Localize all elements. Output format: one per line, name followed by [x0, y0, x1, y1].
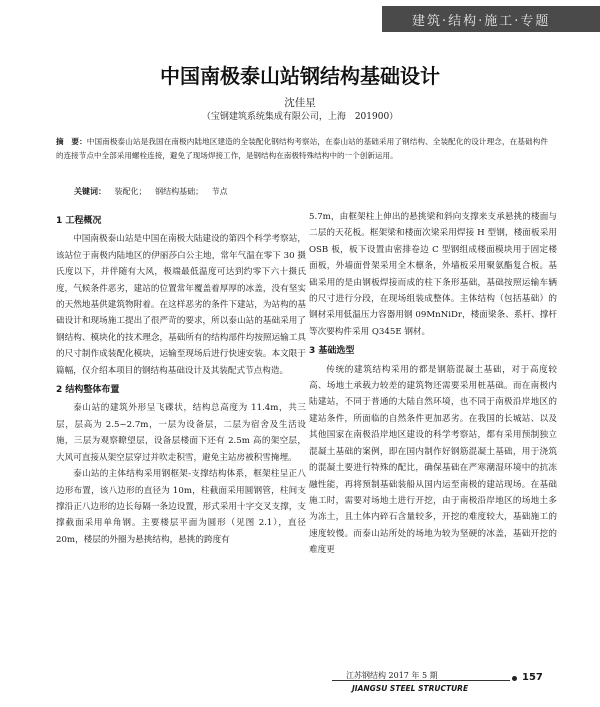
section-heading: 2 结构整体布置 [56, 385, 120, 396]
body-paragraph: 5.7m，由框架柱上伸出的悬挑梁和斜向支撑来支承悬挑的楼面与二层的天花板。框架梁和楼面次梁采用焊接 H 型钢，楼面板采用 OSB 板，板下设置由密排卷边 C 型钢组成楼面模块用于固定楼面板，外墙面骨架采用全木檩条，外墙板采用聚氨酯复合板。基础采用的是由钢板焊接而成的柱下条形基础，基础按照运输车辆的尺寸进行分段，在现场组装成整体。主体结构（包括基础）的钢材采用低温压力容器用钢 09MnNiDr，楼面梁条、系杆、撑杆等次要构件采用 Q345E 钢材。 [309, 212, 557, 337]
body-paragraph: 传统的建筑结构采用的都是钢筋混凝土基础，对于高度较高、场地土承载力较差的建筑物还需要采用桩基础。而在南极内陆建站，不同于普通的大陆自然环境，也不同于南极沿岸地区的建站条件，所面临的自然条件更加恶劣。在我国的长城站、以及其他国家在南极沿岸地区建设的科学考察站，都有采用预制独立混凝土基础的案例，即在国内制作好钢筋混凝土基础，用于浇筑的混凝土要进行特殊的配比，确保基础在严寒潮湿环境中的抗冻融性能，再将预制基础装船从国内运至南极的建站现场。在基础施工时，需要对场地土进行开挖，由于南极沿岸地区的场地土多为冻土，且土体内碎石含量较多，开挖的难度较大，基础施工的速度较慢。而泰山站所处的场地为较为坚硬的冰盖，基础开挖的难度更 [309, 364, 557, 556]
author-name: 沈佳星 [284, 97, 316, 109]
keyword: 节点 [211, 187, 228, 196]
journal-name-en: JIANGSU STEEL STRUCTURE [352, 684, 469, 693]
keywords-label: 关键词： [74, 187, 106, 196]
paper-title: 中国南极泰山站钢结构基础设计 [160, 64, 440, 88]
keyword: 钢结构基础； [155, 187, 204, 196]
section-heading: 1 工程概况 [56, 216, 102, 226]
left-column [56, 210, 306, 548]
keyword: 装配化； [114, 187, 147, 196]
bullet-dot-icon [512, 676, 517, 681]
body-paragraph: 泰山站的主体结构采用钢框架-支撑结构体系，框架柱呈正八边形布置，该八边形的直径为 10m，柱截面采用圆钢管，柱间支撑沿正八边形的边长每隔一条边设置，形式采用十字交叉支撑，支撑截面采用单角钢。主要楼层平面为圆形（见图 2.1），直径 20m，楼层的外圈为悬挑结构，悬挑的跨度有 [56, 469, 306, 545]
section-banner [382, 6, 600, 32]
footer-rule [332, 680, 510, 681]
section-heading: 3 基础选型 [309, 346, 355, 357]
body-paragraph: 泰山站的建筑外形呈飞碟状，结构总高度为 11.4m，共三层，层高为 2.5~2.7m，一层为设备层，二层为宿舍及生活设施，三层为观察瞭望层，设备层楼面下还有 2.5m 高的架空层，大风可直接从架空层穿过并吹走积雪，避免主站房被积雪掩埋。 [56, 403, 306, 463]
journal-name: 江苏钢结构 2017 年 5 期 [346, 671, 438, 680]
keywords [74, 186, 544, 197]
page-number: 157 [522, 672, 543, 683]
body-paragraph: 中国南极泰山站是中国在南极大陆建设的第四个科学考察站，该站位于南极内陆地区的伊丽莎白公主地，常年气温在零下 30 摄氏度以下，并伴随有大风，极端最低温度可达到约零下六十摄氏度，气候条件恶劣，建站的位置常年覆盖着厚厚的冰盖，没有坚实的天然地基供建筑物附着。在这样恶劣的条件下建站，为站构的基础设计和现场施工提出了很严苛的要求，所以泰山站的基础采用了钢结构、模块化的技术理念，基础所有的结构部件均按照运输工具的尺寸制作成装配化模块，运输至现场后进行快速安装。本文限于篇幅，仅介绍本项目的钢结构基础设计及其装配式节点构造。 [56, 234, 306, 376]
abstract-text: 中国南极泰山站是我国在南极内陆地区建造的全装配化钢结构考察站，在泰山站的基础采用了钢结构、全装配化的设计理念，在基础构件的连接节点中全部采用螺栓连接，避免了现场焊接工作，是钢结构在南极特殊结构中的一个创新运用。 [56, 137, 549, 160]
abstract-label: 摘 要： [56, 137, 87, 146]
abstract [56, 135, 548, 163]
banner-text: 建筑·结构·施工·专题 [412, 14, 551, 29]
right-column [309, 209, 557, 559]
author-affiliation: （宝钢建筑系统集成有限公司，上海 201900） [201, 112, 399, 122]
